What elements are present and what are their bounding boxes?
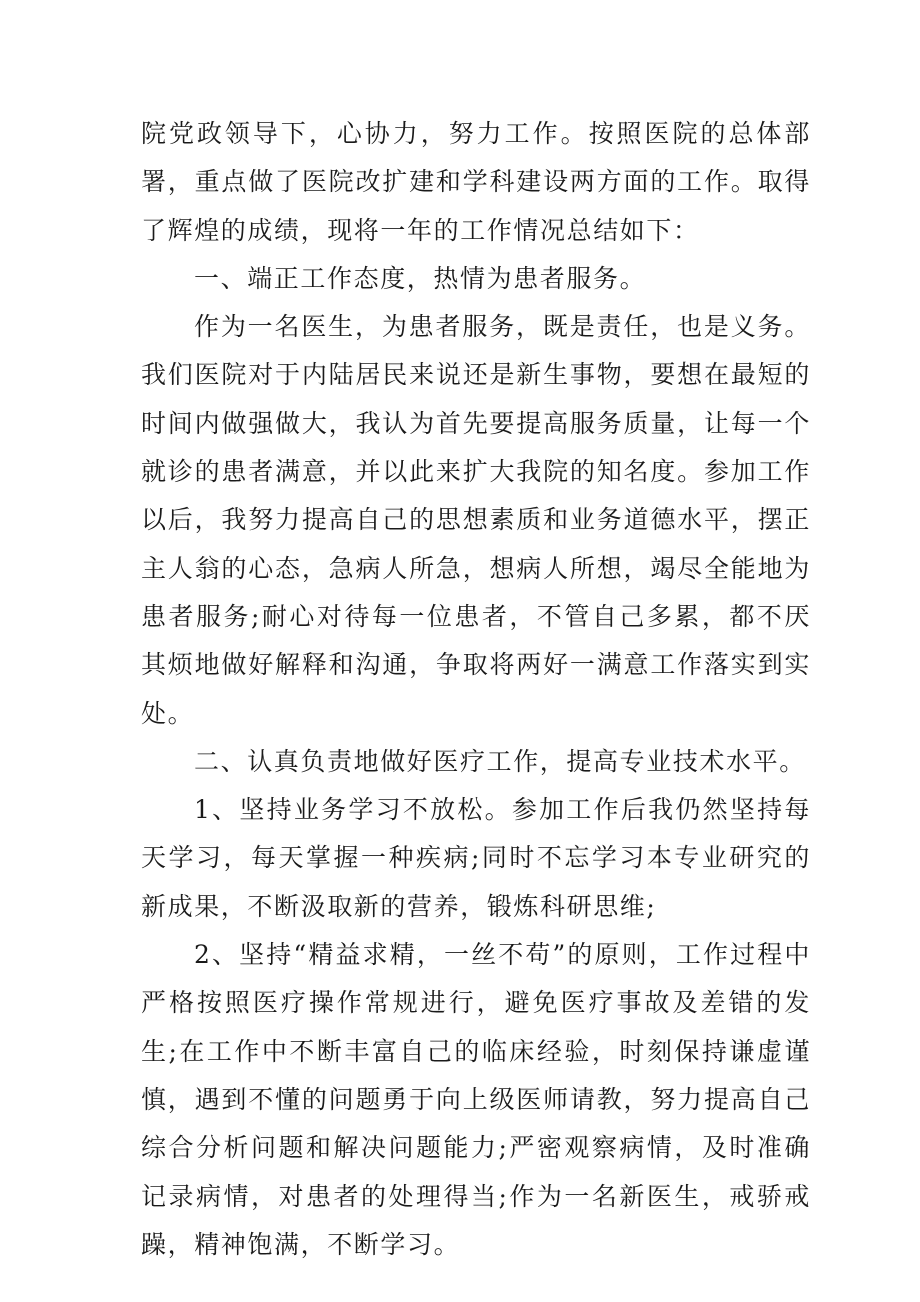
section-heading-2: 二、认真负责地做好医疗工作，提高专业技术水平。	[194, 746, 806, 776]
paragraph-item-1: 1、坚持业务学习不放松。参加工作后我仍然坚持每天学习，每天掌握一种疾病;同时不忘学习本专业研究的新成果，不断汲取新的营养，锻炼科研思维;	[141, 795, 811, 921]
document-body	[141, 110, 811, 1269]
section-heading-1: 一、端正工作态度，热情为患者服务。	[194, 263, 647, 293]
paragraph-intro: 院党政领导下，心协力，努力工作。按照医院的总体部署，重点做了医院改扩建和学科建设两方面的工作。取得了辉煌的成绩，现将一年的工作情况总结如下：	[141, 119, 811, 245]
paragraph-item-2: 2、坚持“精益求精，一丝不苟”的原则，工作过程中严格按照医疗操作常规进行，避免医疗事故及差错的发生;在工作中不断丰富自己的临床经验，时刻保持谦虚谨慎，遇到不懂的问题勇于向上级医师请教，努力提高自己综合分析问题和解决问题能力;严密观察病情，及时准确记录病情，对患者的处理得当;作为一名新医生，戒骄戒躁，精神饱满，不断学习。	[141, 940, 811, 1259]
paragraph-service: 作为一名医生，为患者服务，既是责任，也是义务。我们医院对于内陆居民来说还是新生事物，要想在最短的时间内做强做大，我认为首先要提高服务质量，让每一个就诊的患者满意，并以此来扩大我院的知名度。参加工作以后，我努力提高自己的思想素质和业务道德水平，摆正主人翁的心态，急病人所急，想病人所想，竭尽全能地为患者服务;耐心对待每一位患者，不管自己多累，都不厌其烦地做好解释和沟通，争取将两好一满意工作落实到实处。	[141, 312, 811, 728]
